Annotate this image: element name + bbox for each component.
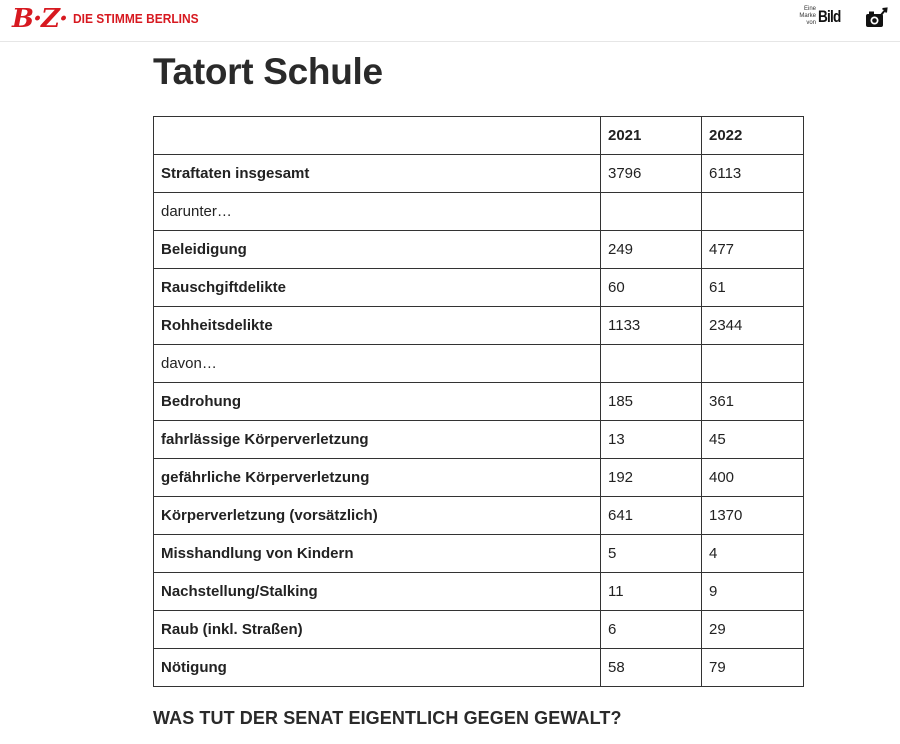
value-2022: 9 bbox=[702, 573, 804, 611]
table-row bbox=[154, 231, 804, 269]
bild-brand-badge[interactable] bbox=[796, 6, 846, 27]
page-title: Tatort Schule bbox=[153, 51, 383, 92]
row-label: Straftaten insgesamt bbox=[154, 155, 601, 193]
table-row bbox=[154, 307, 804, 345]
article-content bbox=[153, 48, 803, 728]
value-2021: 249 bbox=[601, 231, 702, 269]
value-2021: 3796 bbox=[601, 155, 702, 193]
value-2021 bbox=[601, 345, 702, 383]
table-row bbox=[154, 421, 804, 459]
row-label: Misshandlung von Kindern bbox=[154, 535, 601, 573]
table-row bbox=[154, 573, 804, 611]
value-2021: 1133 bbox=[601, 307, 702, 345]
value-2022: 2344 bbox=[702, 307, 804, 345]
value-2021: 641 bbox=[601, 497, 702, 535]
value-2021: 5 bbox=[601, 535, 702, 573]
row-label: darunter… bbox=[154, 193, 601, 231]
row-label: Nachstellung/Stalking bbox=[154, 573, 601, 611]
bild-brand-name: Bild bbox=[818, 6, 841, 26]
value-2022: 29 bbox=[702, 611, 804, 649]
camera-share-icon[interactable] bbox=[864, 5, 890, 31]
table-row bbox=[154, 649, 804, 687]
row-label: davon… bbox=[154, 345, 601, 383]
table-header-row bbox=[154, 117, 804, 155]
bild-brand-prefix: Eine Marke von bbox=[799, 6, 816, 26]
row-label: Bedrohung bbox=[154, 383, 601, 421]
value-2021: 192 bbox=[601, 459, 702, 497]
value-2022: 79 bbox=[702, 649, 804, 687]
table-row bbox=[154, 497, 804, 535]
table-row bbox=[154, 459, 804, 497]
table-row bbox=[154, 193, 804, 231]
top-bar bbox=[0, 0, 900, 42]
value-2021 bbox=[601, 193, 702, 231]
row-label: Nötigung bbox=[154, 649, 601, 687]
table-header-2022: 2022 bbox=[702, 117, 804, 155]
value-2022: 4 bbox=[702, 535, 804, 573]
value-2022: 400 bbox=[702, 459, 804, 497]
table-row bbox=[154, 383, 804, 421]
bz-logo[interactable] bbox=[12, 4, 210, 34]
value-2022 bbox=[702, 193, 804, 231]
table-row bbox=[154, 535, 804, 573]
value-2021: 11 bbox=[601, 573, 702, 611]
row-label: fahrlässige Körperverletzung bbox=[154, 421, 601, 459]
row-label: Rohheitsdelikte bbox=[154, 307, 601, 345]
bz-logo-mark: B·Z· bbox=[12, 4, 68, 34]
table-row bbox=[154, 611, 804, 649]
table-header-label bbox=[154, 117, 601, 155]
value-2022 bbox=[702, 345, 804, 383]
value-2021: 6 bbox=[601, 611, 702, 649]
table-row bbox=[154, 155, 804, 193]
value-2022: 6113 bbox=[702, 155, 804, 193]
value-2021: 185 bbox=[601, 383, 702, 421]
row-label: Raub (inkl. Straßen) bbox=[154, 611, 601, 649]
table-row bbox=[154, 345, 804, 383]
value-2022: 361 bbox=[702, 383, 804, 421]
bz-logo-tagline: DIE STIMME BERLINS bbox=[73, 11, 199, 26]
value-2022: 1370 bbox=[702, 497, 804, 535]
table-header-2021: 2021 bbox=[601, 117, 702, 155]
row-label: gefährliche Körperverletzung bbox=[154, 459, 601, 497]
value-2021: 13 bbox=[601, 421, 702, 459]
row-label: Beleidigung bbox=[154, 231, 601, 269]
value-2021: 60 bbox=[601, 269, 702, 307]
crime-stats-table bbox=[153, 116, 804, 687]
section-heading: WAS TUT DER SENAT EIGENTLICH GEGEN GEWALT? bbox=[153, 708, 622, 728]
value-2022: 45 bbox=[702, 421, 804, 459]
table-row bbox=[154, 269, 804, 307]
value-2022: 477 bbox=[702, 231, 804, 269]
row-label: Körperverletzung (vorsätzlich) bbox=[154, 497, 601, 535]
value-2021: 58 bbox=[601, 649, 702, 687]
row-label: Rauschgiftdelikte bbox=[154, 269, 601, 307]
value-2022: 61 bbox=[702, 269, 804, 307]
